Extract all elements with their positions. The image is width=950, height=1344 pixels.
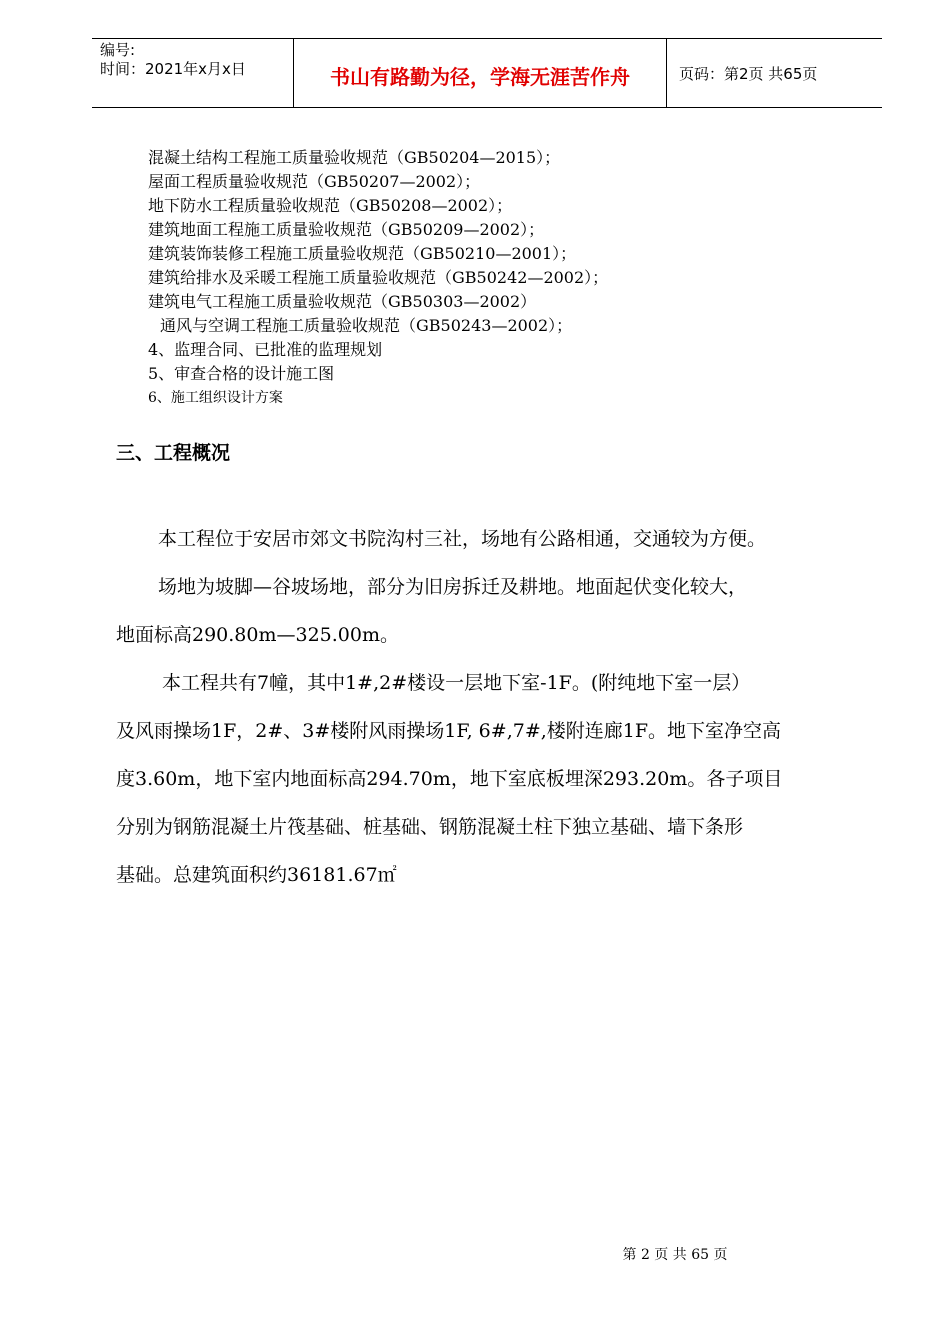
header-motto: 书山有路勤为径，学海无涯苦作舟 (330, 65, 630, 89)
document-time-label: 时间：2021年x月x日 (100, 60, 246, 78)
reference-item: 混凝土结构工程施工质量验收规范（GB50204—2015）； (148, 148, 561, 167)
header-motto-cell (294, 39, 667, 107)
reference-item: 通风与空调工程施工质量验收规范（GB50243—2002）； (160, 316, 573, 335)
page-header (92, 38, 882, 108)
header-page-info: 页码：第2页 共65页 (679, 65, 818, 83)
paragraph-line: 及风雨操场1F，2#、3#楼附风雨操场1F, 6#,7#,楼附连廊1F。地下室净空高 (116, 720, 782, 742)
paragraph-line: 本工程共有7幢，其中1#,2#楼设一层地下室-1F。(附纯地下室一层） (162, 672, 751, 694)
document-number-label: 编号: (100, 41, 136, 59)
header-page-cell (667, 39, 882, 107)
page-footer (0, 1244, 950, 1264)
paragraph-line: 场地为坡脚—谷坡场地，部分为旧房拆迁及耕地。地面起伏变化较大， (158, 576, 748, 598)
header-meta-cell (92, 39, 294, 107)
paragraph-line: 分别为钢筋混凝土片筏基础、桩基础、钢筋混凝土柱下独立基础、墙下条形 (116, 816, 744, 838)
reference-item: 屋面工程质量验收规范（GB50207—2002）； (148, 172, 481, 191)
paragraph-site (116, 563, 876, 659)
section-heading: 三、工程概况 (116, 442, 231, 464)
reference-item: 建筑地面工程施工质量验收规范（GB50209—2002）； (148, 220, 545, 239)
reference-item: 建筑电气工程施工质量验收规范（GB50303—2002） (148, 292, 537, 311)
reference-item: 建筑给排水及采暖工程施工质量验收规范（GB50242—2002）； (148, 268, 609, 287)
paragraph-line: 地面标高290.80m—325.00m。 (116, 624, 399, 646)
footer-page-number: 第 2 页 共 65 页 (622, 1247, 728, 1263)
paragraph-buildings (116, 659, 876, 899)
paragraph-line: 本工程位于安居市郊文书院沟村三社，场地有公路相通，交通较为方便。 (158, 528, 767, 550)
reference-item: 地下防水工程质量验收规范（GB50208—2002）； (148, 196, 513, 215)
paragraph-line: 基础。总建筑面积约36181.67㎡ (116, 864, 397, 886)
paragraph-location (116, 515, 876, 563)
paragraph-line: 度3.60m，地下室内地面标高294.70m，地下室底板埋深293.20m。各子项目 (116, 768, 783, 790)
reference-item: 建筑装饰装修工程施工质量验收规范（GB50210—2001）； (148, 244, 577, 263)
reference-item: 5、审查合格的设计施工图 (148, 364, 335, 383)
reference-item: 4、监理合同、已批准的监理规划 (148, 340, 383, 359)
reference-item: 6、施工组织设计方案 (148, 390, 283, 406)
reference-list (148, 146, 608, 410)
